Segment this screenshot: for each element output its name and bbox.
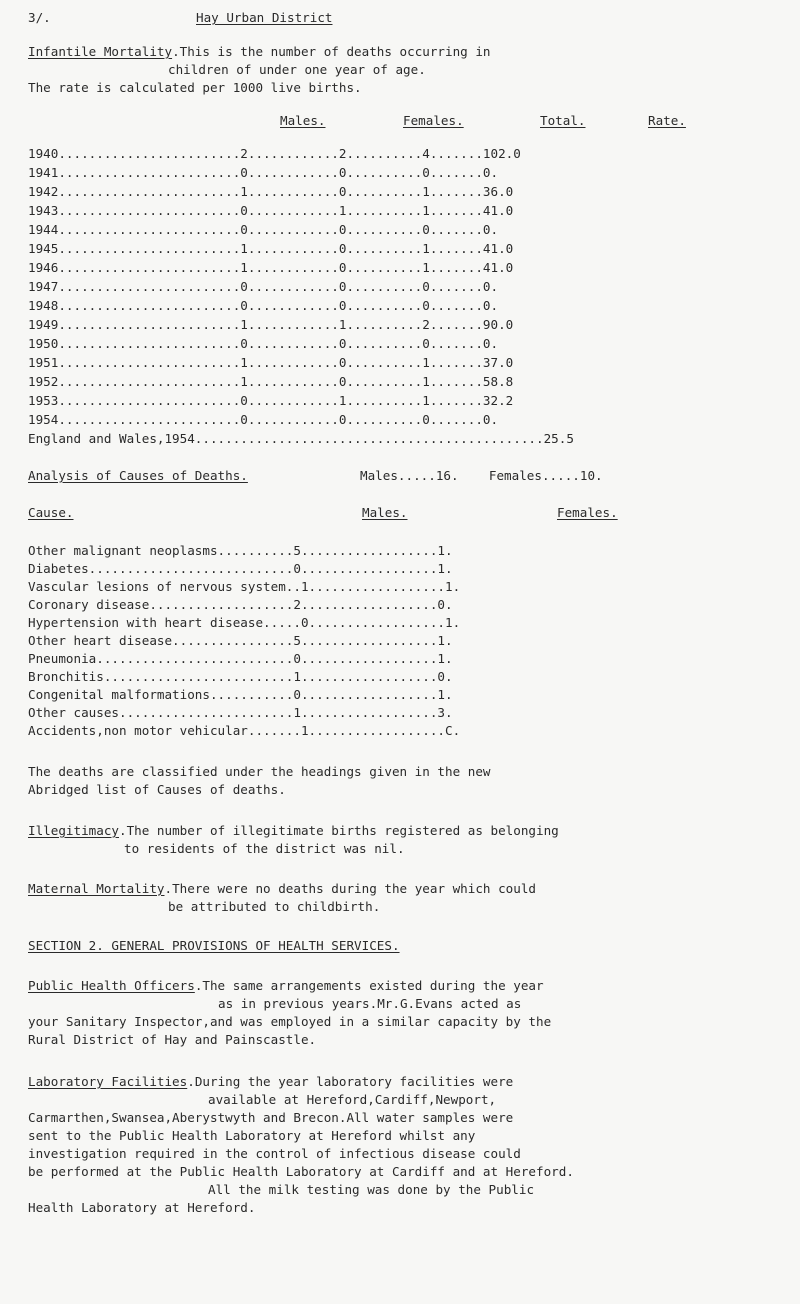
maternal-heading: Maternal Mortality bbox=[28, 881, 165, 896]
table-row: 1942........................1............0..........1.......36.0 bbox=[28, 184, 514, 199]
table-row: 1940........................2............2..........4.......102.0 bbox=[28, 146, 521, 161]
females-column-label: Females. bbox=[557, 505, 618, 520]
table-row: 1952........................1............0..........1.......58.8 bbox=[28, 374, 514, 389]
infant-mortality-intro bbox=[28, 44, 491, 60]
cause-row: Accidents,non motor vehicular.......1..................C. bbox=[28, 723, 461, 738]
laboratory-line6: be performed at the Public Health Laboratory at Cardiff and at Hereford. bbox=[28, 1164, 574, 1179]
table-row: 1954........................0............0..........0.......0. bbox=[28, 412, 499, 427]
table-row-england-wales: England and Wales,1954..............................................25.5 bbox=[28, 431, 574, 446]
table-row: 1941........................0............0..........0.......0. bbox=[28, 165, 499, 180]
col-rate: Rate. bbox=[648, 113, 686, 128]
table-row: 1944........................0............0..........0.......0. bbox=[28, 222, 499, 237]
cause-row: Other heart disease................5..................1. bbox=[28, 633, 453, 648]
maternal-line1: .There were no deaths during the year which could bbox=[164, 881, 537, 896]
table-row: 1948........................0............0..........0.......0. bbox=[28, 298, 499, 313]
cause-row: Coronary disease...................2..................0. bbox=[28, 597, 453, 612]
table-row: 1946........................1............0..........1.......41.0 bbox=[28, 260, 514, 275]
cause-column-label: Cause. bbox=[28, 505, 74, 520]
laboratory-line7: All the milk testing was done by the Public bbox=[208, 1182, 535, 1197]
table-row: 1947........................0............0..........0.......0. bbox=[28, 279, 499, 294]
laboratory-line1: .During the year laboratory facilities were bbox=[187, 1074, 514, 1089]
col-total: Total. bbox=[540, 113, 586, 128]
cause-row: Vascular lesions of nervous system..1..................1. bbox=[28, 579, 461, 594]
causes-note-line1: The deaths are classified under the headings given in the new bbox=[28, 764, 491, 779]
public-health-line4: Rural District of Hay and Painscastle. bbox=[28, 1032, 317, 1047]
laboratory-line2: available at Hereford,Cardiff,Newport, bbox=[208, 1092, 497, 1107]
district-title: Hay Urban District bbox=[196, 10, 333, 25]
cause-row: Other malignant neoplasms..........5..................1. bbox=[28, 543, 453, 558]
maternal-line2: be attributed to childbirth. bbox=[168, 899, 381, 914]
infant-mortality-line3: The rate is calculated per 1000 live births. bbox=[28, 80, 362, 95]
laboratory-paragraph bbox=[28, 1074, 513, 1090]
causes-heading: Analysis of Causes of Deaths. bbox=[28, 468, 248, 483]
public-health-line2: as in previous years.Mr.G.Evans acted as bbox=[218, 996, 522, 1011]
laboratory-line8: Health Laboratory at Hereford. bbox=[28, 1200, 256, 1215]
table-row: 1943........................0............1..........1.......41.0 bbox=[28, 203, 514, 218]
table-row: 1953........................0............1..........1.......32.2 bbox=[28, 393, 514, 408]
col-males: Males. bbox=[280, 113, 326, 128]
section-2-heading: SECTION 2. GENERAL PROVISIONS OF HEALTH SERVICES. bbox=[28, 938, 400, 953]
table-row: 1949........................1............1..........2.......90.0 bbox=[28, 317, 514, 332]
illegitimacy-line2: to residents of the district was nil. bbox=[124, 841, 405, 856]
males-column-label: Males. bbox=[362, 505, 408, 520]
public-health-paragraph bbox=[28, 978, 544, 994]
cause-row: Hypertension with heart disease.....0..................1. bbox=[28, 615, 461, 630]
infant-mortality-heading: Infantile Mortality bbox=[28, 44, 173, 59]
laboratory-line3: Carmarthen,Swansea,Aberystwyth and Brecon.All water samples were bbox=[28, 1110, 514, 1125]
causes-note-line2: Abridged list of Causes of deaths. bbox=[28, 782, 286, 797]
table-row: 1950........................0............0..........0.......0. bbox=[28, 336, 499, 351]
public-health-line1: .The same arrangements existed during the year bbox=[194, 978, 544, 993]
page-reference: 3/. bbox=[28, 10, 51, 25]
table-row: 1945........................1............0..........1.......41.0 bbox=[28, 241, 514, 256]
cause-row: Bronchitis.........................1..................0. bbox=[28, 669, 453, 684]
table-row: 1951........................1............0..........1.......37.0 bbox=[28, 355, 514, 370]
illegitimacy-line1: .The number of illegitimate births registered as belonging bbox=[119, 823, 559, 838]
cause-row: Congenital malformations...........0..................1. bbox=[28, 687, 453, 702]
laboratory-heading: Laboratory Facilities bbox=[28, 1074, 188, 1089]
laboratory-line4: sent to the Public Health Laboratory at Hereford whilst any bbox=[28, 1128, 476, 1143]
infant-mortality-line2: children of under one year of age. bbox=[168, 62, 426, 77]
public-health-line3: your Sanitary Inspector,and was employed in a similar capacity by the bbox=[28, 1014, 552, 1029]
cause-row: Diabetes...........................0..................1. bbox=[28, 561, 453, 576]
infant-mortality-line1: .This is the number of deaths occurring in bbox=[172, 44, 491, 59]
causes-totals: Males.....16. Females.....10. bbox=[360, 468, 603, 483]
public-health-heading: Public Health Officers bbox=[28, 978, 195, 993]
illegitimacy-heading: Illegitimacy bbox=[28, 823, 119, 838]
maternal-paragraph bbox=[28, 881, 536, 897]
col-females: Females. bbox=[403, 113, 464, 128]
cause-row: Pneumonia..........................0..................1. bbox=[28, 651, 453, 666]
laboratory-line5: investigation required in the control of infectious disease could bbox=[28, 1146, 521, 1161]
cause-row: Other causes.......................1..................3. bbox=[28, 705, 453, 720]
illegitimacy-paragraph bbox=[28, 823, 559, 839]
